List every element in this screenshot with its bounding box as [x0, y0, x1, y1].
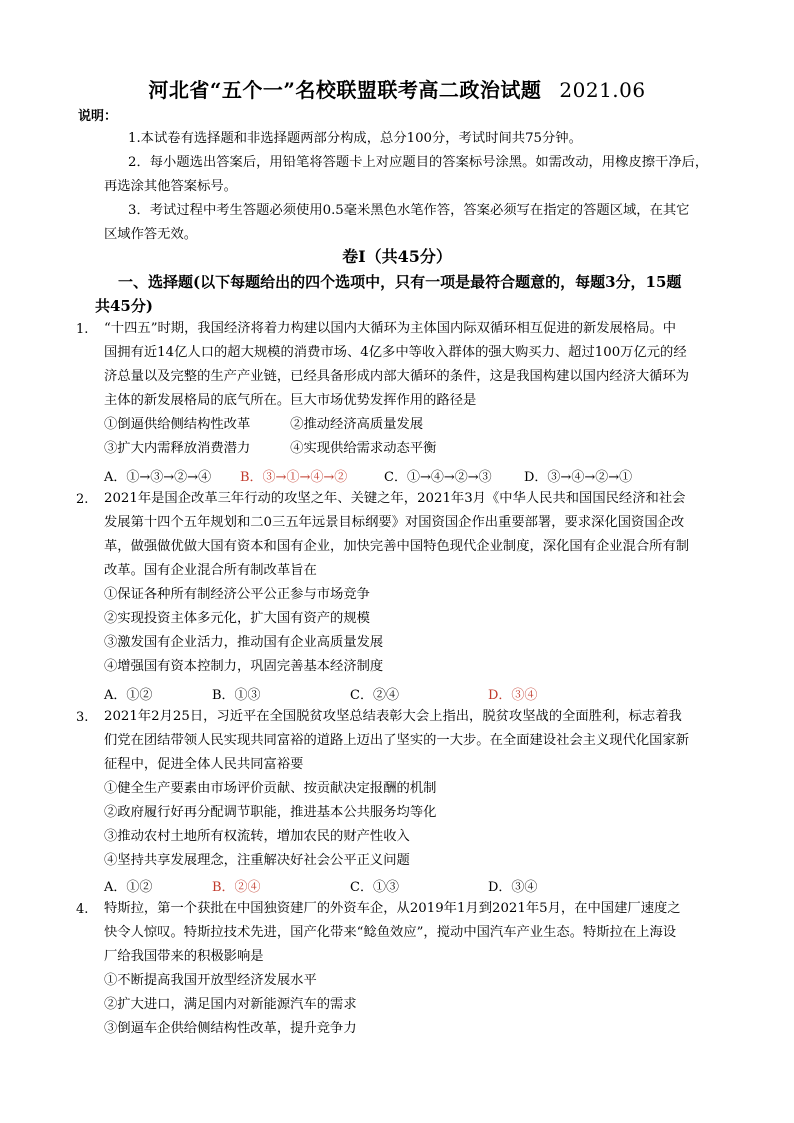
question-stem-line: “十四五”时期，我国经济将着力构建以国内大循环为主体国内际双循环相互促进的新发展格局。中	[104, 321, 677, 336]
statement-line: ③扩大内需释放消费潜力 ④实现供给需求动态平衡	[104, 441, 437, 456]
option-d[interactable]: D．③→④→②→①	[524, 470, 633, 485]
exam-title	[0, 74, 794, 103]
question-stem-line: 特斯拉，第一个获批在中国独资建厂的外资车企，从2019年1月到2021年5月，在中国建厂速度之	[104, 901, 681, 916]
question-stem-line: 济总量以及完整的生产产业链，已经具备形成内部大循环的条件，这是我国构建以国内经济大循环为	[104, 369, 690, 384]
note-line: 2．每小题选出答案后，用铅笔将答题卡上对应题目的答案标号涂黑。如需改动，用橡皮擦干净后，	[128, 155, 709, 170]
statement-line: ②政府履行好再分配调节职能，推进基本公共服务均等化	[104, 805, 437, 820]
question-stem-line: 改革。国有企业混合所有制改革旨在	[104, 563, 317, 578]
statement-line: ②扩大进口，满足国内对新能源汽车的需求	[104, 997, 357, 1012]
question-stem-line: 发展第十四个五年规划和二0三五年远景目标纲要》对国资国企作出重要部署，要求深化国资国企改	[104, 515, 685, 530]
option-c[interactable]: C．①③	[350, 880, 399, 895]
question-stem-line: 征程中，促进全体人民共同富裕要	[104, 757, 304, 772]
note-line: 再选涂其他答案标号。	[104, 179, 237, 194]
part-heading-cont: 共45分)	[95, 297, 153, 315]
question-stem-line: 快令人惊叹。特斯拉技术先进，国产化带来“鲶鱼效应”，搅动中国汽车产业生态。特斯拉在上海设	[104, 925, 677, 940]
statement-line: ①倒逼供给侧结构性改革 ②推动经济高质量发展	[104, 417, 424, 432]
option-b[interactable]: B．①③	[212, 688, 261, 703]
statement-line: ①保证各种所有制经济公平公正参与市场竞争	[104, 587, 370, 602]
statement-line: ④增强国有资本控制力，巩固完善基本经济制度	[104, 659, 384, 674]
part-heading: 一、选择题(以下每题给出的四个选项中，只有一项是最符合题意的，每题3分，15题	[118, 273, 682, 291]
note-line: 1.本试卷有选择题和非选择题两部分构成，总分100分，考试时间共75分钟。	[128, 131, 582, 146]
option-a[interactable]: A．①→③→②→④	[104, 470, 212, 485]
question-stem-line: 们党在团结带领人民实现共同富裕的道路上迈出了坚实的一大步。在全面建设社会主义现代化国家新	[104, 733, 690, 748]
notes-label: 说明：	[78, 109, 118, 124]
statement-line: ①不断提高我国开放型经济发展水平	[104, 973, 317, 988]
question-number: 4.	[76, 902, 89, 917]
question-stem-line: 主体的新发展格局的底气所在。巨大市场优势发挥作用的路径是	[104, 393, 477, 408]
option-c[interactable]: C．②④	[350, 688, 399, 703]
statement-line: ②实现投资主体多元化，扩大国有资产的规模	[104, 611, 370, 626]
statement-line: ③激发国有企业活力，推动国有企业高质量发展	[104, 635, 384, 650]
option-d[interactable]: D．③④	[488, 880, 538, 895]
note-line: 3．考试过程中考生答题必须使用0.5毫米黑色水笔作答，答案必须写在指定的答题区域，在其它	[128, 203, 690, 218]
option-a[interactable]: A．①②	[104, 880, 153, 895]
option-b[interactable]: B．②④	[212, 880, 261, 895]
note-line: 区域作答无效。	[104, 227, 198, 242]
exam-title-text: 河北省“五个一”名校联盟联考高二政治试题	[148, 78, 542, 102]
statement-line: ③推动农村土地所有权流转，增加农民的财产性收入	[104, 829, 410, 844]
question-stem-line: 2021年2月25日，习近平在全国脱贫攻坚总结表彰大会上指出，脱贫攻坚战的全面胜利，标志着我	[104, 709, 682, 724]
question-stem-line: 国拥有近14亿人口的超大规模的消费市场、4亿多中等收入群体的强大购买力、超过100万亿元的经	[104, 345, 687, 360]
section-title: 卷Ⅰ（共45分）	[342, 247, 452, 266]
exam-date: 2021.06	[559, 78, 646, 102]
option-c[interactable]: C．①→④→②→③	[384, 470, 492, 485]
statement-line: ①健全生产要素由市场评价贡献、按贡献决定报酬的机制	[104, 781, 437, 796]
question-stem-line: 2021年是国企改革三年行动的攻坚之年、关键之年，2021年3月《中华人民共和国国民经济和社会	[104, 491, 686, 506]
question-number: 2.	[76, 492, 89, 507]
statement-line: ④坚持共享发展理念，注重解决好社会公平正义问题	[104, 853, 410, 868]
option-a[interactable]: A．①②	[104, 688, 153, 703]
question-number: 3.	[76, 710, 89, 725]
question-number: 1.	[76, 322, 89, 337]
question-stem-line: 革，做强做优做大国有资本和国有企业，加快完善中国特色现代企业制度，深化国有企业混合所有制	[104, 539, 690, 554]
option-d[interactable]: D．③④	[488, 688, 538, 703]
question-stem-line: 厂给我国带来的积极影响是	[104, 949, 264, 964]
option-b[interactable]: B．③→①→④→②	[240, 470, 348, 485]
statement-line: ③倒逼车企供给侧结构性改革，提升竞争力	[104, 1021, 357, 1036]
